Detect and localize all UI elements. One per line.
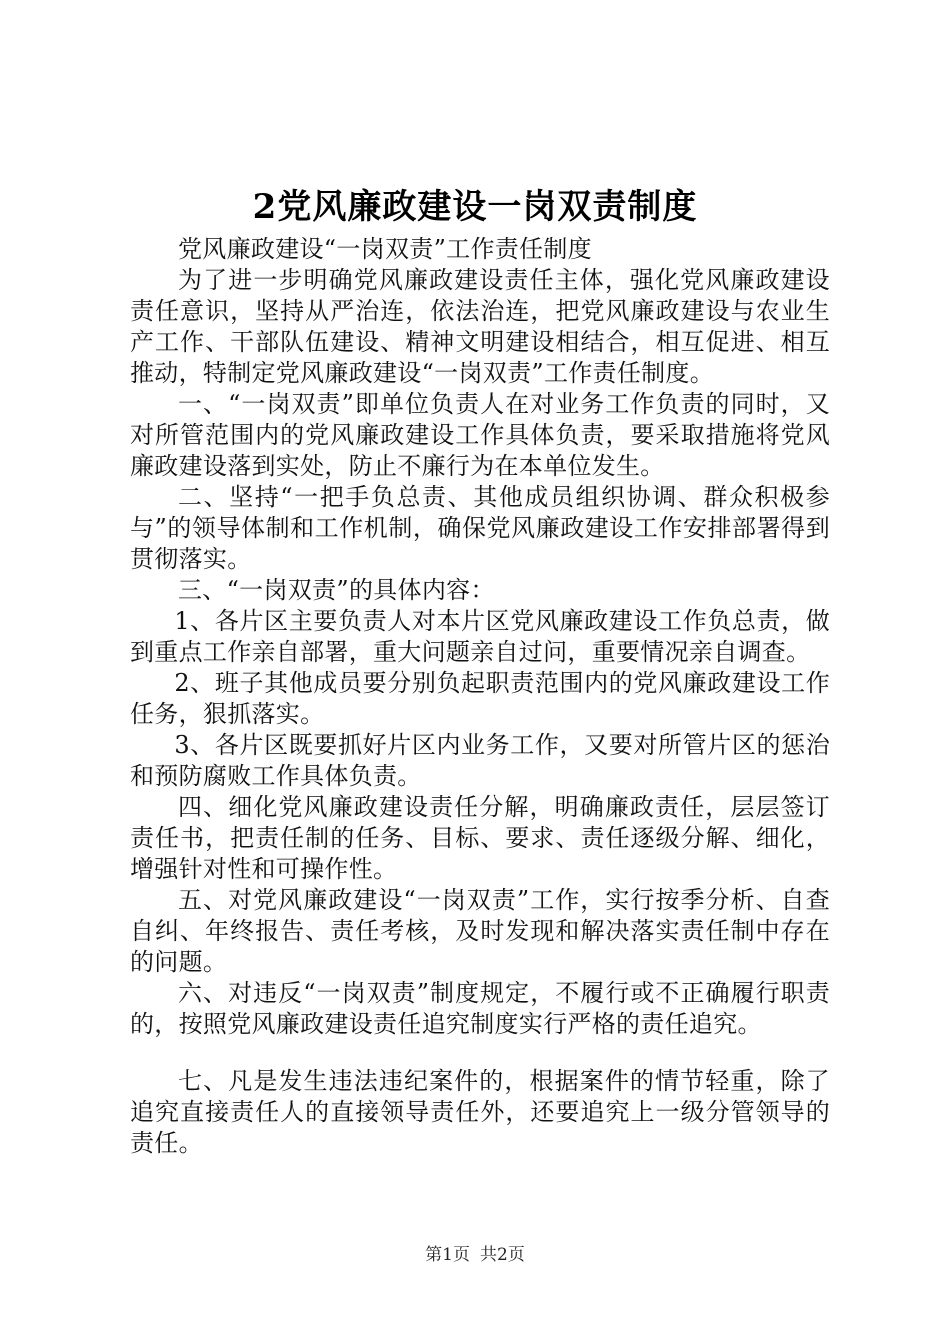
document-title: 2党风廉政建设一岗双责制度 (252, 187, 698, 227)
document-body (130, 234, 830, 1159)
page-footer (0, 1243, 950, 1267)
paragraph-item-5: 五、对党风廉政建设“一岗双责”工作，实行按季分析、自查自纠、年终报告、责任考核，及时发现和解决落实责任制中存在的问题。 (130, 886, 830, 976)
paragraph-item-7: 七、凡是发生违法违纪案件的，根据案件的情节轻重，除了追究直接责任人的直接领导责任外，还要追究上一级分管领导的责任。 (130, 1067, 830, 1157)
paragraph-item-6: 六、对违反“一岗双责”制度规定，不履行或不正确履行职责的，按照党风廉政建设责任追究制度实行严格的责任追究。 (130, 979, 830, 1038)
paragraph-subitem-2: 2、班子其他成员要分别负起职责范围内的党风廉政建设工作任务，狠抓落实。 (130, 669, 830, 728)
paragraph-item-4: 四、细化党风廉政建设责任分解，明确廉政责任，层层签订责任书，把责任制的任务、目标、要求、责任逐级分解、细化，增强针对性和可操作性。 (130, 793, 830, 883)
page-total: 共2页 (480, 1245, 525, 1265)
paragraph-item-2: 二、坚持“一把手负总责、其他成员组织协调、群众积极参与”的领导体制和工作机制，确保党风廉政建设工作安排部署得到贯彻落实。 (130, 483, 830, 573)
page-number: 第1页 (425, 1245, 470, 1265)
paragraph-item-1: 一、“一岗双责”即单位负责人在对业务工作负责的同时，又对所管范围内的党风廉政建设工作具体负责，要采取措施将党风廉政建设落到实处，防止不廉行为在本单位发生。 (130, 390, 830, 480)
paragraph-intro: 为了进一步明确党风廉政建设责任主体，强化党风廉政建设责任意识，坚持从严治连，依法治连，把党风廉政建设与农业生产工作、干部队伍建设、精神文明建设相结合，相互促进、相互推动，特制定党风廉政建设“一岗双责”工作责任制度。 (130, 266, 830, 387)
paragraph-subitem-1: 1、各片区主要负责人对本片区党风廉政建设工作负总责，做到重点工作亲自部署，重大问题亲自过问，重要情况亲自调查。 (130, 607, 830, 666)
paragraph-item-3: 三、“一岗双责”的具体内容： (178, 576, 495, 604)
paragraph-subtitle: 党风廉政建设“一岗双责”工作责任制度 (178, 235, 592, 263)
paragraph-subitem-3: 3、各片区既要抓好片区内业务工作，又要对所管片区的惩治和预防腐败工作具体负责。 (130, 731, 830, 790)
